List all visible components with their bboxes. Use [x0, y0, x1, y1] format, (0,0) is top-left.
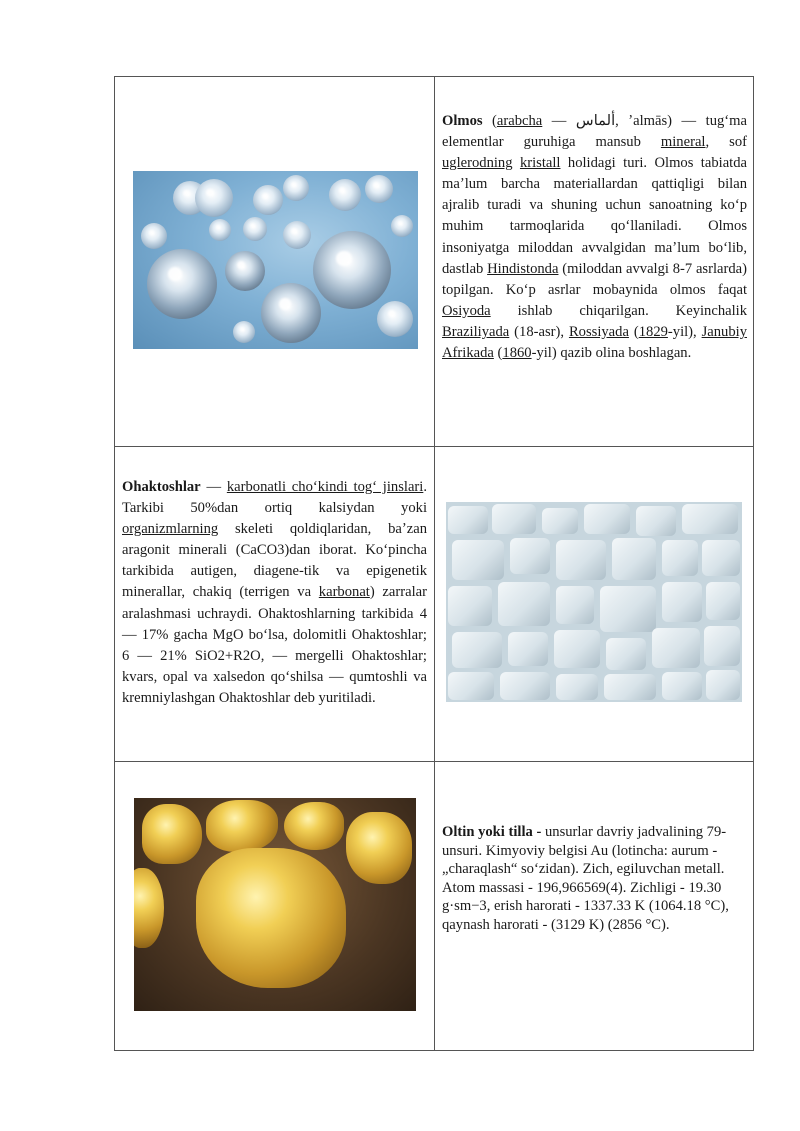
limestone-rock — [662, 540, 698, 576]
link-mineral[interactable]: mineral — [660, 134, 706, 151]
limestone-rock — [604, 674, 656, 700]
limestone-rock — [706, 670, 740, 700]
diamond-gem — [209, 219, 231, 241]
limestone-rock — [702, 540, 740, 576]
text-run: -yil) qazib olina boshlagan. — [531, 345, 692, 362]
limestone-rock — [584, 504, 630, 534]
text-run: ( — [493, 345, 503, 362]
text-run: (miloddan avvalgi 8-7 asrlarda) topilgan. Koʻp asrlar mobaynida olmos faqat — [442, 260, 747, 298]
link-braziliyada[interactable]: Braziliyada — [442, 323, 510, 340]
link-karbonat[interactable]: karbonat — [318, 584, 370, 601]
ohaktoshlar-title: Ohaktoshlar — [122, 479, 201, 495]
gold-nugget — [206, 800, 278, 852]
limestone-rock — [448, 586, 492, 626]
link-osiyoda[interactable]: Osiyoda — [442, 302, 491, 319]
diamond-gem — [233, 321, 255, 343]
oltin-image-cell — [115, 762, 434, 1052]
diamond-gem — [147, 249, 217, 319]
minerals-table — [114, 76, 754, 1051]
text-run: — — [542, 113, 576, 129]
text-run: ) zarralar aralashmasi uchraydi. Ohaktoshlarning tarkibida 4— 17% gacha MgO boʻlsa, dolomitli Ohaktoshlar; 6 — 21% SiO2+R2O, — mergelli Ohaktoshlar; kvars, opal va xalsedon qoʻshilsa — qumtoshli va kremniylashgan Ohaktoshlar deb yuritiladi. — [122, 584, 427, 706]
limestone-photo — [446, 502, 742, 702]
text-run: ( — [628, 323, 639, 340]
limestone-rock — [600, 586, 656, 632]
link-rossiyada[interactable]: Rossiyada — [568, 323, 629, 340]
limestone-rock — [682, 504, 738, 534]
olmos-image-cell — [115, 77, 434, 446]
limestone-rock — [556, 674, 598, 700]
limestone-rock — [606, 638, 646, 670]
diamonds-photo — [133, 171, 418, 349]
text-run: ishlab chiqarilgan. Keyinchalik — [490, 302, 747, 319]
gold-nugget — [346, 812, 412, 884]
diamond-gem — [391, 215, 413, 237]
limestone-rock — [498, 582, 550, 626]
link-arabcha[interactable]: arabcha — [496, 113, 543, 129]
text-run: ( — [482, 113, 497, 129]
diamond-gem — [313, 231, 391, 309]
limestone-rock — [492, 504, 536, 534]
text-run: — — [200, 479, 227, 495]
diamond-gem — [283, 221, 311, 249]
limestone-rock — [508, 632, 548, 666]
gold-nugget — [134, 868, 164, 948]
diamond-gem — [329, 179, 361, 211]
ohaktoshlar-image-cell — [435, 447, 754, 761]
diamond-gem — [261, 283, 321, 343]
arabic-word: ألماس — [575, 113, 616, 129]
diamond-gem — [365, 175, 393, 203]
diamond-gem — [141, 223, 167, 249]
limestone-rock — [448, 672, 494, 700]
limestone-rock — [662, 582, 702, 622]
diamond-gem — [195, 179, 233, 217]
text-run: , sof — [705, 134, 747, 151]
gold-nugget-main — [196, 848, 346, 988]
text-run: skeleti qoldiqlaridan, baʼzan aragonit minerali (CaCO3)dan iborat. Koʻpincha tarkibida autigen, diagene-tik va epigenetik minerallar, chakiq (terrigen va — [122, 521, 427, 601]
olmos-description — [442, 111, 747, 364]
limestone-rock — [704, 626, 740, 666]
gold-nugget — [142, 804, 202, 864]
link-janubiy-afrikada[interactable]: Janubiy Afrikada — [442, 323, 747, 362]
link-karbonatli[interactable]: karbonatli choʻkindi togʻ jinslari — [226, 479, 424, 495]
text-run: , ʼalmās) — tugʻma elementlar guruhiga mansub — [442, 113, 747, 151]
link-uglerodning[interactable]: uglerodning — [442, 155, 513, 172]
limestone-rock — [452, 540, 504, 580]
diamond-gem — [225, 251, 265, 291]
limestone-rock — [452, 632, 502, 668]
gold-nugget — [284, 802, 344, 850]
link-organizmlarning[interactable]: organizmlarning — [122, 521, 219, 538]
diamond-gem — [253, 185, 283, 215]
link-1860[interactable]: 1860 — [502, 345, 532, 362]
limestone-rock — [448, 506, 488, 534]
diamond-gem — [243, 217, 267, 241]
text-run — [513, 155, 520, 171]
limestone-rock — [556, 586, 594, 624]
limestone-rock — [556, 540, 606, 580]
limestone-rock — [612, 538, 656, 580]
olmos-title: Olmos — [442, 113, 483, 129]
oltin-description — [442, 823, 747, 934]
text-run: (18-asr), — [509, 323, 569, 340]
limestone-rock — [500, 672, 550, 700]
link-hindistonda[interactable]: Hindistonda — [487, 260, 559, 277]
limestone-rock — [636, 506, 676, 536]
limestone-rock — [510, 538, 550, 574]
text-run: -yil), — [667, 323, 702, 340]
diamond-gem — [283, 175, 309, 201]
link-kristall[interactable]: kristall — [519, 155, 561, 172]
oltin-title: Oltin yoki tilla - — [442, 824, 542, 840]
ohaktoshlar-description — [122, 477, 427, 709]
limestone-rock — [706, 582, 740, 620]
link-1829[interactable]: 1829 — [638, 323, 668, 340]
text-run: . Tarkibi 50%dan ortiq kalsiydan yoki — [122, 479, 427, 517]
limestone-rock — [662, 672, 702, 700]
limestone-rock — [554, 630, 600, 668]
text-run: holidagi turi. Olmos tabiatda maʼlum barcha materiallardan qattiqligi bilan ajralib turadi va shuning uchun sanoatning koʻp muhim tarmoqlarida qoʻllaniladi. Olmos insoniyatga miloddan avvalgidan maʼlum boʻlib, dastlab — [442, 155, 747, 277]
gold-photo — [134, 798, 416, 1011]
limestone-rock — [542, 508, 578, 534]
text-run: unsurlar davriy jadvalining 79-unsuri. Kimyoviy belgisi Au (lotincha: aurum - „charaqlash“ soʻzidan). Zich, egiluvchan metall. Atom massasi - 196,966569(4). Zichligi - 19.30 g·sm−3, erish harorati - 1337.33 K (1064.18 °C), qaynash harorati - (3129 K) (2856 °C). — [442, 824, 729, 933]
diamond-gem — [377, 301, 413, 337]
limestone-rock — [652, 628, 700, 668]
